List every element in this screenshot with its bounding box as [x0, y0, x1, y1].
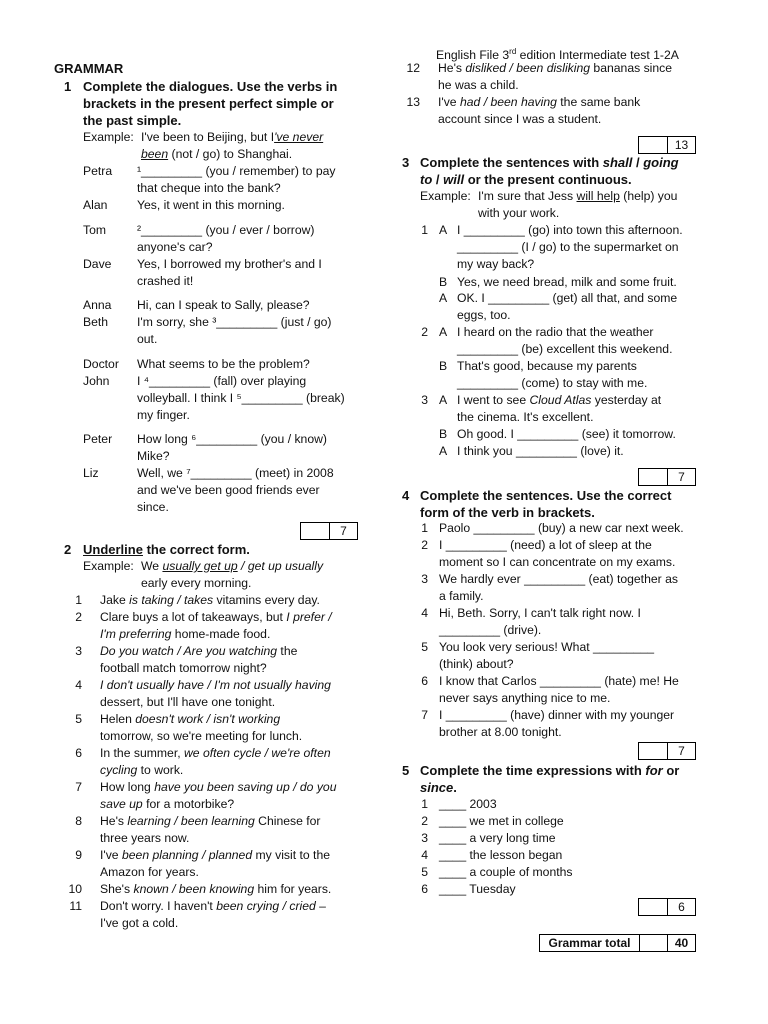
- ex3-title: [420, 154, 679, 188]
- ex3-example-text: I'm sure that Jess: [478, 189, 577, 203]
- item-line: [100, 592, 320, 609]
- item-number: 8: [75, 814, 82, 828]
- speaker-name: Tom: [83, 223, 107, 237]
- dialogue-line: since.: [137, 500, 169, 514]
- item-text: have you been saving up / do you: [154, 780, 337, 794]
- item-line: [457, 324, 654, 341]
- item-text: the same bank: [556, 95, 641, 109]
- item-text: football match tomorrow night?: [100, 661, 267, 675]
- ex3-title-text: /: [632, 155, 644, 170]
- ex1-example-answer-2: been: [141, 147, 169, 161]
- dialogue-line: Well, we ⁷_________ (meet) in 2008: [137, 466, 334, 480]
- score-blank: [639, 137, 668, 153]
- item-line: moment so I can concentrate on my exams.: [439, 555, 676, 569]
- item-line: [100, 762, 183, 779]
- speaker-name: Anna: [83, 298, 112, 312]
- item-text: Don't worry. I haven't: [100, 899, 217, 913]
- speaker-name: Alan: [83, 198, 108, 212]
- item-line: _________ (drive).: [439, 623, 542, 637]
- item-line: I _________ (need) a lot of sleep at the: [439, 538, 652, 552]
- item-text: the cinema. It's excellent.: [457, 410, 594, 424]
- item-text: Yes, we need bread, milk and some fruit.: [457, 275, 677, 289]
- item-text: known / been knowing: [133, 882, 255, 896]
- item-line: ____ 2003: [439, 797, 497, 811]
- speaker-name: Peter: [83, 432, 113, 446]
- item-text: account since I was a student.: [438, 112, 602, 126]
- item-text: Amazon for years.: [100, 865, 199, 879]
- item-number: 11: [69, 899, 82, 913]
- item-text: I've: [100, 848, 122, 862]
- ex5-title-text: .: [453, 780, 457, 795]
- dialogue-line: and we've been good friends ever: [137, 483, 320, 497]
- dialogue-line: ¹_________ (you / remember) to pay: [137, 164, 336, 178]
- item-text: _________ (come) to stay with me.: [457, 376, 648, 390]
- item-number: 7: [421, 708, 428, 722]
- item-text: save up: [100, 797, 143, 811]
- item-line: [457, 392, 661, 409]
- score-blank: [640, 935, 668, 951]
- item-text: learning / been learning: [127, 814, 255, 828]
- dialogue-line: volleyball. I think I ⁵_________ (break): [137, 391, 345, 405]
- item-text: I don't usually have / I'm not usually having: [100, 678, 331, 692]
- item-number: 4: [75, 678, 82, 692]
- item-line: [457, 358, 637, 375]
- item-line: [100, 711, 280, 728]
- item-text: we often cycle / we're often: [184, 746, 331, 760]
- item-text: dessert, but I'll have one tonight.: [100, 695, 276, 709]
- item-text: the: [277, 644, 298, 658]
- ex5-title-text: Complete the time expressions with: [420, 763, 646, 778]
- item-line: [457, 239, 679, 256]
- item-text: he was a child.: [438, 78, 519, 92]
- dialogue-line: crashed it!: [137, 274, 194, 288]
- item-number: 4: [421, 848, 428, 862]
- item-line: [100, 847, 330, 864]
- header-text-end: edition Intermediate test 1-2A: [516, 48, 679, 63]
- item-text: vitamins every day.: [213, 593, 320, 607]
- item-line: (think) about?: [439, 657, 514, 671]
- item-text: _________ (be) excellent this weekend.: [457, 342, 673, 356]
- item-text: bananas since: [590, 61, 673, 75]
- dialogue-line: I'm sorry, she ³_________ (just / go): [137, 315, 332, 329]
- item-number: 4: [421, 606, 428, 620]
- ex2-title-rest: the correct form.: [142, 542, 250, 557]
- item-text: tomorrow, so we're meeting for lunch.: [100, 729, 303, 743]
- item-text: three years now.: [100, 831, 190, 845]
- item-text: yesterday at: [591, 393, 662, 407]
- ex3-title-line: [420, 154, 679, 171]
- item-line: [100, 796, 234, 813]
- item-line: [457, 307, 511, 324]
- ex1-score-box: [300, 522, 358, 540]
- speaker-name: Doctor: [83, 357, 119, 371]
- item-number: 13: [406, 95, 420, 109]
- grammar-total-box: [539, 934, 696, 952]
- ex3-example-label: Example:: [420, 189, 471, 203]
- item-line: [100, 898, 326, 915]
- item-line: [457, 290, 677, 307]
- ex3-title-text: Complete the sentences with: [420, 155, 603, 170]
- ex1-number: 1: [64, 79, 72, 94]
- item-text: He's: [100, 814, 128, 828]
- speaker-letter: A: [439, 223, 448, 237]
- ex4-number: 4: [402, 488, 410, 503]
- ex1-title-line: the past simple.: [83, 113, 182, 128]
- item-line: [100, 694, 275, 711]
- speaker-name: Liz: [83, 466, 99, 480]
- ex4-title: [420, 487, 671, 521]
- item-text: I prefer /: [286, 610, 332, 624]
- item-line: never says anything nice to me.: [439, 691, 611, 705]
- item-text: Do you watch / Are you watching: [100, 644, 278, 658]
- item-text: my visit to the: [252, 848, 330, 862]
- dialogue-line: Yes, I borrowed my brother's and I: [137, 257, 322, 271]
- ex2-title: [83, 541, 250, 558]
- item-line: [100, 643, 297, 660]
- speaker-name: Dave: [83, 257, 112, 271]
- header-sup: rd: [509, 47, 517, 56]
- speaker-letter: A: [439, 291, 448, 305]
- item-text: _________ (I / go) to the supermarket on: [457, 240, 679, 254]
- dialogue-line: my finger.: [137, 408, 190, 422]
- item-number: 6: [421, 882, 428, 896]
- dialogue-line: Mike?: [137, 449, 170, 463]
- item-text: disliked / been disliking: [465, 61, 591, 75]
- item-line: [100, 864, 199, 881]
- ex5-score-box: [638, 898, 696, 916]
- ex2-example-line1: [141, 558, 323, 575]
- ex2-title-underline: Underline: [83, 542, 143, 557]
- item-number: 5: [421, 865, 428, 879]
- item-line: I know that Carlos _________ (hate) me! He: [439, 674, 679, 688]
- item-line: [457, 222, 683, 239]
- ex3-number: 3: [402, 155, 410, 170]
- ex5-title-text: since: [420, 780, 454, 795]
- item-text: He's: [438, 61, 466, 75]
- speaker-letter: A: [439, 325, 448, 339]
- item-number: 2: [421, 325, 428, 339]
- item-line: [100, 813, 321, 830]
- grammar-total-label: Grammar total: [540, 935, 640, 951]
- item-text: him for years.: [254, 882, 332, 896]
- item-line: [457, 341, 672, 358]
- dialogue-line: What seems to be the problem?: [137, 357, 310, 371]
- ex3-score-box: [638, 468, 696, 486]
- item-line: [438, 60, 672, 77]
- item-number: 1: [421, 797, 428, 811]
- dialogue-line: anyone's car?: [137, 240, 213, 254]
- ex4-score-box: [638, 742, 696, 760]
- ex2-example-text: We: [141, 559, 163, 573]
- item-text: She's: [100, 882, 134, 896]
- grammar-total-score: 40: [674, 936, 689, 950]
- ex3-title-text: or the present continuous.: [464, 172, 632, 187]
- item-line: [100, 728, 302, 745]
- item-text: Chinese for: [254, 814, 321, 828]
- ex1-title-line: brackets in the present perfect simple or: [83, 96, 334, 111]
- ex1-score: 7: [340, 524, 347, 538]
- ex1-example-label: Example:: [83, 130, 134, 144]
- item-text: is taking / takes: [129, 593, 214, 607]
- item-number: 9: [75, 848, 82, 862]
- item-number: 6: [75, 746, 82, 760]
- item-text: I'm preferring: [100, 627, 172, 641]
- ex3-score: 7: [678, 470, 685, 484]
- ex2-example-line2: early every morning.: [141, 576, 252, 590]
- item-line: ____ a couple of months: [439, 865, 573, 879]
- item-text: home-made food.: [171, 627, 271, 641]
- ex3-example-line2: with your work.: [478, 206, 560, 220]
- item-line: [457, 426, 676, 443]
- dialogue-line: I ⁴_________ (fall) over playing: [137, 374, 307, 388]
- header-text: English File 3: [436, 48, 510, 63]
- item-line: brother at 8.00 tonight.: [439, 725, 562, 739]
- score-blank: [639, 469, 668, 485]
- item-line: ____ a very long time: [439, 831, 556, 845]
- ex5-title-line: [420, 762, 679, 779]
- item-line: ____ Tuesday: [439, 882, 516, 896]
- ex3-title-text: going: [643, 155, 679, 170]
- ex1-example-text: I've been to Beijing, but I: [141, 130, 275, 144]
- item-line: ____ we met in college: [439, 814, 564, 828]
- item-number: 2: [421, 538, 428, 552]
- item-text: doesn't work / isn't working: [135, 712, 281, 726]
- item-text: In the summer,: [100, 746, 184, 760]
- item-text: I think you _________ (love) it.: [457, 444, 624, 458]
- item-number: 3: [421, 831, 428, 845]
- ex1-example-answer: 've never: [274, 130, 324, 144]
- item-line: [100, 660, 267, 677]
- ex5-title: [420, 762, 679, 796]
- dialogue-line: Yes, it went in this morning.: [137, 198, 285, 212]
- score-blank: [639, 899, 668, 915]
- item-number: 3: [75, 644, 82, 658]
- item-line: [438, 111, 601, 128]
- speaker-name: Petra: [83, 164, 113, 178]
- item-line: [438, 94, 640, 111]
- item-text: my way back?: [457, 257, 535, 271]
- dialogue-line: out.: [137, 332, 158, 346]
- speaker-letter: B: [439, 427, 448, 441]
- item-line: ____ the lesson began: [439, 848, 563, 862]
- item-text: been crying / cried: [216, 899, 316, 913]
- ex2-score: 13: [674, 138, 689, 152]
- ex1-example-line1: [141, 129, 323, 146]
- ex3-title-line: [420, 171, 679, 188]
- item-text: Clare buys a lot of takeaways, but: [100, 610, 287, 624]
- ex2-score-box: [638, 136, 696, 154]
- item-line: [100, 779, 336, 796]
- item-text: I _________ (go) into town this afternoon.: [457, 223, 683, 237]
- item-text: cycling: [100, 763, 138, 777]
- item-text: to work.: [137, 763, 184, 777]
- ex3-example-line1: [478, 188, 677, 205]
- ex3-title-text: will: [443, 172, 465, 187]
- item-line: [457, 443, 624, 460]
- item-line: [438, 77, 519, 94]
- item-text: eggs, too.: [457, 308, 511, 322]
- ex4-title-line: form of the verb in brackets.: [420, 505, 595, 520]
- ex5-title-text: or: [662, 763, 680, 778]
- ex2-example-answer: usually get up: [162, 559, 238, 573]
- item-number: 6: [421, 674, 428, 688]
- item-line: [100, 915, 178, 932]
- ex3-example-text-end: (help) you: [619, 189, 678, 203]
- speaker-name: Beth: [83, 315, 109, 329]
- speaker-letter: B: [439, 275, 448, 289]
- item-text: for a motorbike?: [142, 797, 235, 811]
- item-text: Jake: [100, 593, 130, 607]
- ex3-title-text: shall: [602, 155, 633, 170]
- item-number: 2: [75, 610, 82, 624]
- item-text: been planning / planned: [121, 848, 253, 862]
- item-line: [100, 881, 331, 898]
- speaker-letter: B: [439, 359, 448, 373]
- ex1-title: [83, 78, 337, 129]
- score-blank: [301, 523, 330, 539]
- item-number: 1: [75, 593, 82, 607]
- item-number: 1: [421, 521, 428, 535]
- item-line: Paolo _________ (buy) a new car next week.: [439, 521, 684, 535]
- ex5-score: 6: [678, 900, 685, 914]
- item-line: [100, 626, 270, 643]
- item-line: [457, 256, 534, 273]
- ex3-example-answer: will help: [576, 189, 620, 203]
- item-number: 5: [75, 712, 82, 726]
- ex1-title-line: Complete the dialogues. Use the verbs in: [83, 79, 338, 94]
- item-line: [100, 677, 331, 694]
- item-line: [457, 274, 677, 291]
- ex2-example-label: Example:: [83, 559, 134, 573]
- item-text: I've: [438, 95, 460, 109]
- ex5-title-line: [420, 779, 679, 796]
- item-line: [100, 609, 332, 626]
- score-blank: [639, 743, 668, 759]
- ex4-title-line: Complete the sentences. Use the correct: [420, 488, 672, 503]
- item-text: That's good, because my parents: [457, 359, 637, 373]
- ex5-title-text: for: [645, 763, 663, 778]
- item-text: Cloud Atlas: [529, 393, 592, 407]
- item-text: I've got a cold.: [100, 916, 179, 930]
- dialogue-line: How long ⁶_________ (you / know): [137, 432, 327, 446]
- speaker-letter: A: [439, 444, 448, 458]
- item-line: [100, 830, 189, 847]
- section-title: GRAMMAR: [54, 61, 124, 76]
- speaker-name: John: [83, 374, 110, 388]
- item-line: a family.: [439, 589, 484, 603]
- item-number: 1: [421, 223, 428, 237]
- dialogue-line: ²_________ (you / ever / borrow): [137, 223, 315, 237]
- ex2-example-alt: / get up usually: [237, 559, 324, 573]
- item-number: 12: [406, 61, 420, 75]
- item-line: Hi, Beth. Sorry, I can't talk right now. I: [439, 606, 641, 620]
- ex5-number: 5: [402, 763, 410, 778]
- item-text: –: [315, 899, 326, 913]
- ex2-number: 2: [64, 542, 72, 557]
- item-number: 2: [421, 814, 428, 828]
- item-line: You look very serious! What _________: [439, 640, 654, 654]
- item-line: We hardly ever _________ (eat) together as: [439, 572, 678, 586]
- item-number: 10: [68, 882, 82, 896]
- item-number: 5: [421, 640, 428, 654]
- item-line: [100, 745, 331, 762]
- item-number: 3: [421, 393, 428, 407]
- dialogue-line: Hi, can I speak to Sally, please?: [137, 298, 310, 312]
- item-number: 3: [421, 572, 428, 586]
- item-text: I went to see: [457, 393, 530, 407]
- ex1-example-line2: [141, 146, 292, 163]
- item-line: I _________ (have) dinner with my younger: [439, 708, 675, 722]
- speaker-letter: A: [439, 393, 448, 407]
- item-text: had / been having: [459, 95, 557, 109]
- item-text: I heard on the radio that the weather: [457, 325, 654, 339]
- ex3-title-text: /: [432, 172, 444, 187]
- ex1-example-text-2: (not / go) to Shanghai.: [168, 147, 293, 161]
- item-number: 7: [75, 780, 82, 794]
- item-text: How long: [100, 780, 155, 794]
- item-line: [457, 375, 647, 392]
- dialogue-line: that cheque into the bank?: [137, 181, 281, 195]
- item-text: OK. I _________ (get) all that, and some: [457, 291, 678, 305]
- ex4-score: 7: [678, 744, 685, 758]
- item-line: [457, 409, 593, 426]
- ex3-title-text: to: [420, 172, 433, 187]
- item-text: Helen: [100, 712, 136, 726]
- item-text: Oh good. I _________ (see) it tomorrow.: [457, 427, 676, 441]
